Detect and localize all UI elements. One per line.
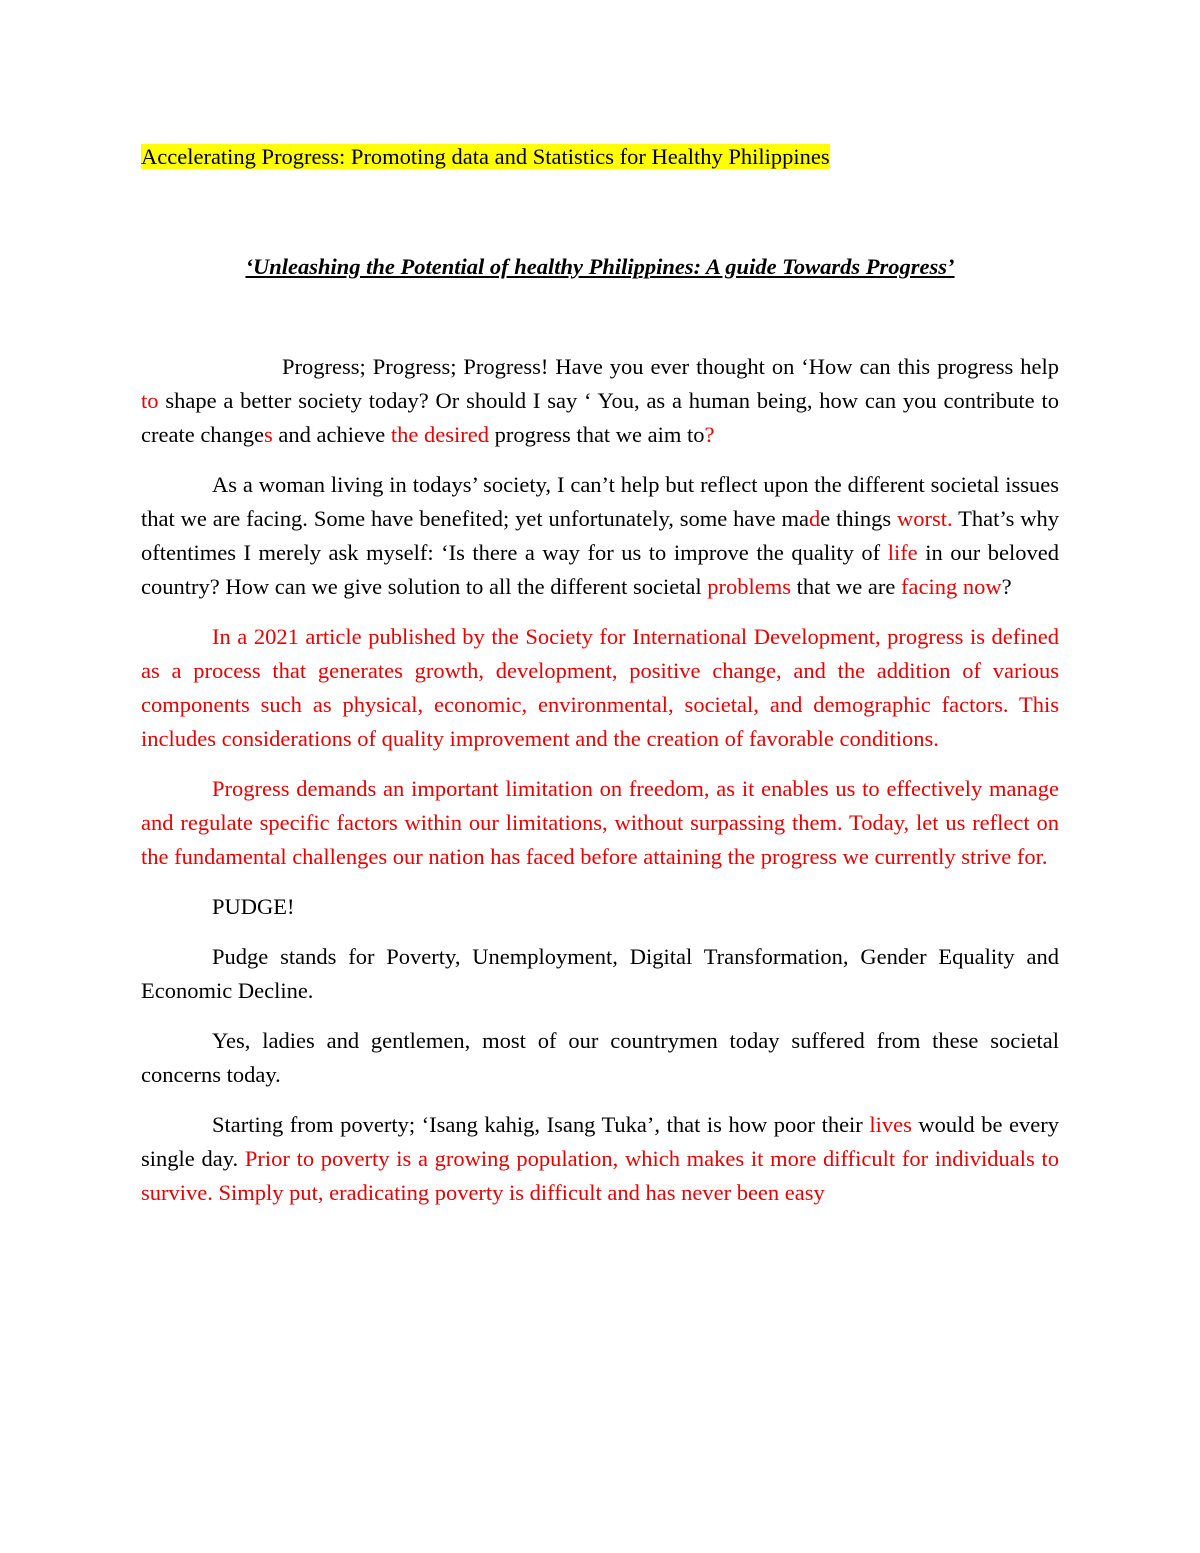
red-text-run: worst. [897,506,953,531]
red-text-run: Prior to poverty is a growing population, which makes it more difficult for individuals to survive. Simply put, eradicating poverty is difficult and has never been easy [141,1146,1059,1205]
text-run: would be every single day. [141,1112,1060,1171]
text-run: in our beloved country? How can we give solution to all the different societal [141,540,1060,599]
document-page [141,140,1059,1210]
red-text-run: ? [704,422,715,447]
text-run: As a woman living in todays’ society, I can’t help but reflect upon the different societal issues that we are facing. Some have benefited; yet unfortunately, some have ma [141,472,1059,531]
red-text-run: to [141,388,159,413]
paragraph-countrymen: Yes, ladies and gentlemen, most of our countrymen today suffered from these societal concerns today. [141,1028,1059,1087]
text-run: Progress; Progress; Progress! Have you ever thought on ‘How can this progress help [282,354,1059,379]
paragraph-pudge-acronym: Pudge stands for Poverty, Unemployment, Digital Transformation, Gender Equality and Economic Decline. [141,944,1059,1003]
title-highlight: Accelerating Progress: Promoting data and Statistics for Healthy Philippines [141,144,830,169]
red-text-run: the desired [390,422,489,447]
red-text-run: facing now [901,574,1002,599]
paragraph-poverty [141,1108,1059,1210]
text-run: ? [1001,574,1012,599]
red-text-run: s [264,422,273,447]
text-run: e things [820,506,898,531]
red-text-run: problems [707,574,792,599]
red-text-run: d [809,506,821,531]
text-run: progress that we aim to [488,422,705,447]
red-text-run: lives [869,1112,912,1137]
document-title [141,140,1059,174]
text-run: that we are [791,574,901,599]
text-run: Starting from poverty; ‘Isang kahig, Isang Tuka’, that is how poor their [212,1112,870,1137]
text-run: shape a better society today? Or should I say ‘ You, as a human being, how can you contribute to create change [141,388,1059,447]
paragraph-limitation: Progress demands an important limitation on freedom, as it enables us to effectively manage and regulate specific factors within our limitations, without surpassing them. Today, let us reflect on the fundamental challenges our nation has faced before attaining the progress we currently strive for. [141,776,1059,869]
paragraph-intro [141,350,1059,452]
text-run: and achieve [272,422,391,447]
paragraph-pudge-heading: PUDGE! [212,894,295,919]
paragraph-definition: In a 2021 article published by the Society for International Development, progress is defined as a process that generates growth, development, positive change, and the addition of various components such as physical, economic, environmental, societal, and demographic factors. This includes considerations of quality improvement and the creation of favorable conditions. [141,624,1059,751]
red-text-run: life [887,540,918,565]
paragraph-reflection [141,468,1059,604]
document-subtitle: ‘Unleashing the Potential of healthy Philippines: A guide Towards Progress’ [245,254,955,279]
text-run: That’s why oftentimes I merely ask myself: ‘Is there a way for us to improve the quality of [141,506,1059,565]
